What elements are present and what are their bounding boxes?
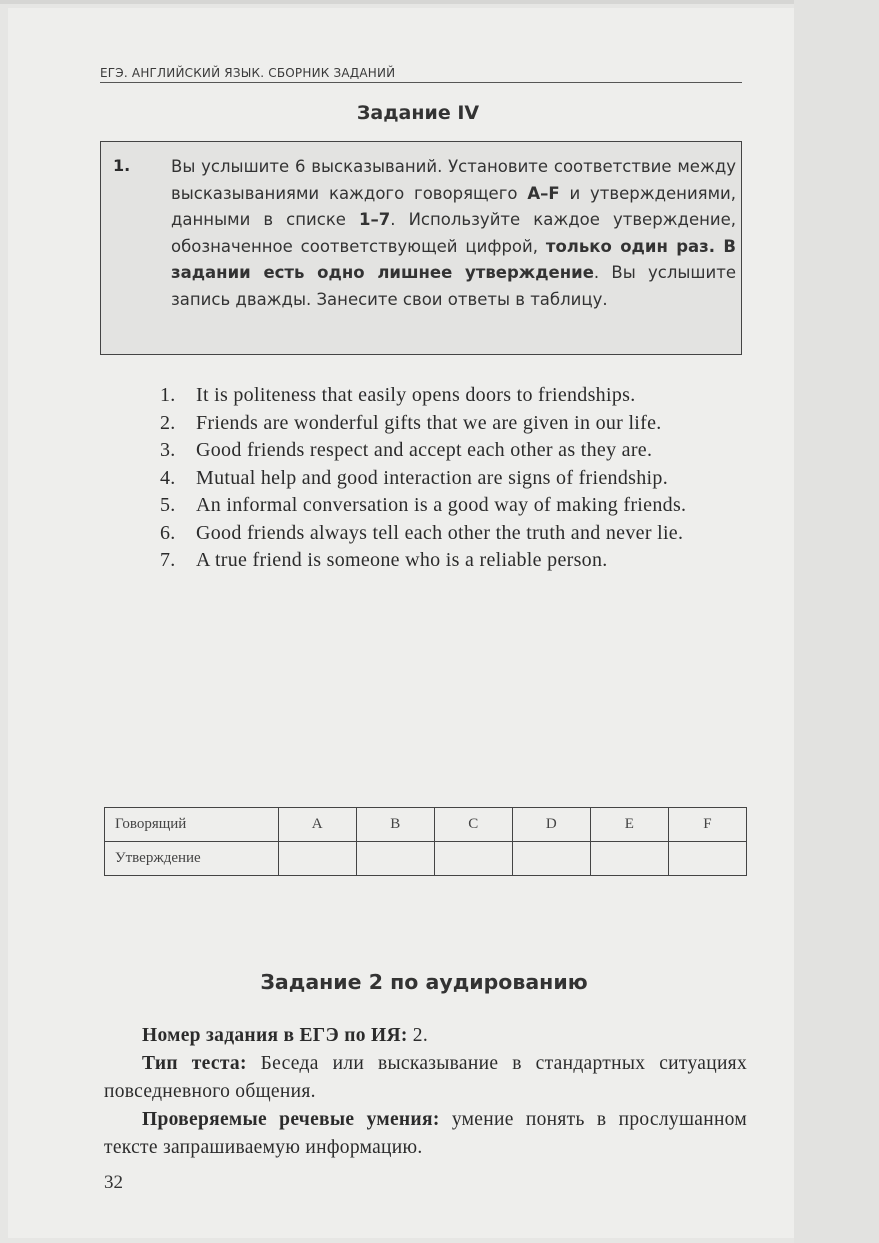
skills-value: умение понять в прослушанном тексте запрашиваемую информацию. [104,1109,748,1158]
section-title: Задание 2 по аудированию [260,970,588,994]
statement-text: A true friend is someone who is a reliable person. [196,549,608,571]
test-type-label: Тип теста: [142,1053,247,1074]
task-number-value: 2. [407,1025,429,1046]
skills-paragraph [104,1106,747,1162]
answer-cell[interactable] [668,842,746,876]
speaker-letter-cell: D [512,808,590,842]
running-head: ЕГЭ. АНГЛИЙСКИЙ ЯЗЫК. СБОРНИК ЗАДАНИЙ [100,66,742,83]
statement-label-cell: Утверждение [105,842,279,876]
statement-text: Mutual help and good interaction are signs of friendship. [196,466,668,489]
instruction-part1: Вы услышите 6 высказываний. Установите соответствие между высказываниями каждого говорящего [171,157,736,203]
speaker-label-cell: Говорящий [105,808,279,842]
statement-number: 4. [160,466,176,489]
answer-cell[interactable] [512,842,590,876]
statement-text: Good friends respect and accept each other as they are. [196,439,653,461]
speaker-letter-cell: B [356,808,434,842]
answer-cell[interactable] [278,842,356,876]
list-item [160,547,745,575]
instruction-box [100,141,742,355]
instruction-part4: . Вы услышите запись дважды. Занесите свои ответы в таблицу. [171,263,736,309]
statement-text: It is politeness that easily opens doors to friendships. [196,384,636,406]
page-top-edge [0,0,879,4]
statement-number: 1. [160,384,176,406]
instruction-part3: . Используйте каждое утверждение, обозначенное соответствующей цифрой, [171,210,736,256]
speaker-letter-cell: E [590,808,668,842]
instruction-bold-af: A–F [527,183,560,203]
speaker-letter-cell: F [668,808,746,842]
statement-number: 2. [160,411,176,434]
table-row [105,842,747,876]
statement-number: 6. [160,521,176,544]
answer-cell[interactable] [356,842,434,876]
statement-number: 7. [160,549,176,571]
answer-cell[interactable] [590,842,668,876]
task-number-paragraph [104,1022,747,1050]
statements-list [160,382,745,575]
list-item [160,410,745,438]
statement-text: Friends are wonderful gifts that we are given in our life. [196,411,662,434]
list-item [160,520,745,548]
table-row [105,808,747,842]
list-item [160,437,745,465]
instruction-number: 1. [113,156,131,175]
list-item [160,492,745,520]
instruction-bold-range: 1–7 [359,210,391,229]
test-type-value: Беседа или высказывание в стандартных ситуациях повседневного общения. [104,1053,747,1102]
skills-label: Проверяемые речевые умения: [142,1109,440,1130]
test-type-paragraph [104,1050,747,1106]
speaker-letter-cell: A [278,808,356,842]
answer-table [104,807,747,876]
statement-number: 3. [160,439,176,461]
task-number-label: Номер задания в ЕГЭ по ИЯ: [142,1025,408,1046]
list-item [160,465,745,493]
instruction-text [171,154,736,313]
instruction-part2: и утверждениями, данными в списке [171,183,737,229]
statement-text: Good friends always tell each other the truth and never lie. [196,521,684,544]
task-title: Задание IV [356,102,480,124]
answer-cell[interactable] [434,842,512,876]
list-item [160,382,745,410]
page-margin-shadow [794,0,879,1243]
instruction-bold-once: только один раз. В задании есть одно лишнее утверждение [171,236,736,282]
task-info [104,1022,747,1162]
page-number: 32 [104,1172,123,1193]
statement-number: 5. [160,494,176,516]
speaker-letter-cell: C [434,808,512,842]
statement-text: An informal conversation is a good way of making friends. [196,494,687,516]
